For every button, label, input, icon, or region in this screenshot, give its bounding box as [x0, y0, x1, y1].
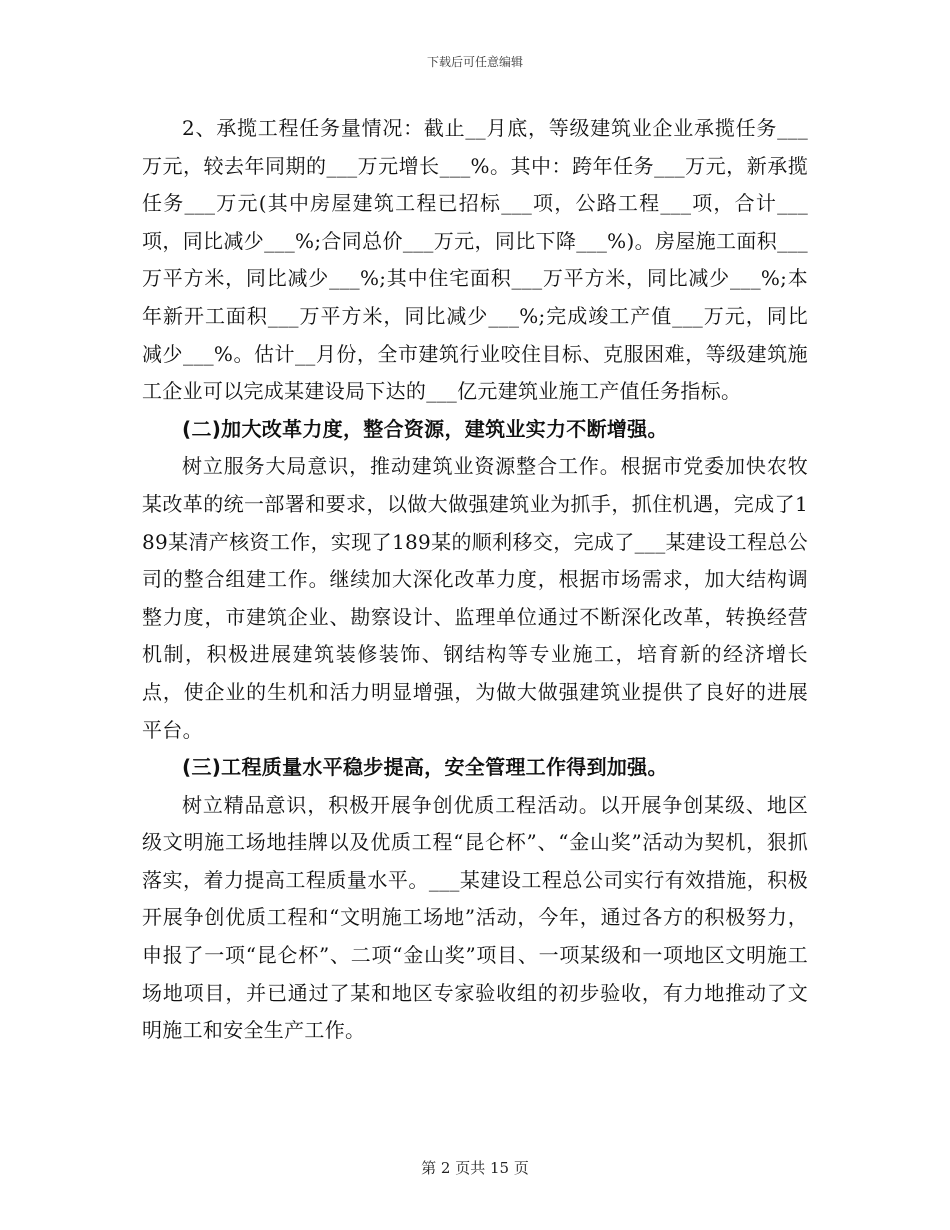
document-body	[142, 110, 808, 1050]
paragraph-task-volume: 2、承揽工程任务量情况：截止__月底，等级建筑业企业承揽任务___万元，较去年同期的___万元增长___%。其中：跨年任务___万元，新承揽任务___万元(其中房屋建筑工程已招标___项，公路工程___项，合计___项，同比减少___%;合同总价___万元，同比下降___%)。房屋施工面积___万平方米，同比减少___%;其中住宅面积___万平方米，同比减少___%;本年新开工面积___万平方米，同比减少___%;完成竣工产值___万元，同比减少___%。估计__月份，全市建筑行业咬住目标、克服困难，等级建筑施工企业可以完成某建设局下达的___亿元建筑业施工产值任务指标。	[142, 116, 808, 404]
page-header: 下载后可任意编辑	[426, 55, 523, 69]
page-number: 第 2 页共 15 页	[421, 1159, 529, 1177]
paragraph-quality: 树立精品意识，积极开展争创优质工程活动。以开展争创某级、地区级文明施工场地挂牌以及优质工程“昆仑杯”、“金山奖”活动为契机，狠抓落实，着力提高工程质量水平。___某建设工程总公司实行有效措施，积极开展争创优质工程和“文明施工场地”活动，今年，通过各方的积极努力，申报了一项“昆仑杯”、二项“金山奖”项目、一项某级和一项地区文明施工场地项目，并已通过了某和地区专家验收组的初步验收，有力地推动了文明施工和安全生产工作。	[142, 792, 808, 1043]
paragraph-reform: 树立服务大局意识，推动建筑业资源整合工作。根据市党委加快农牧某改革的统一部署和要求，以做大做强建筑业为抓手，抓住机遇，完成了189某清产核资工作，实现了189某的顺利移交，完成了___某建设工程总公司的整合组建工作。继续加大深化改革力度，根据市场需求，加大结构调整力度，市建筑企业、勘察设计、监理单位通过不断深化改革，转换经营机制，积极进展建筑装修装饰、钢结构等专业施工，培育新的经济增长点，使企业的生机和活力明显增强，为做大做强建筑业提供了良好的进展平台。	[142, 454, 808, 742]
section-heading-quality: (三)工程质量水平稳步提高，安全管理工作得到加强。	[182, 755, 668, 780]
section-heading-reform: (二)加大改革力度，整合资源，建筑业实力不断增强。	[182, 416, 668, 441]
